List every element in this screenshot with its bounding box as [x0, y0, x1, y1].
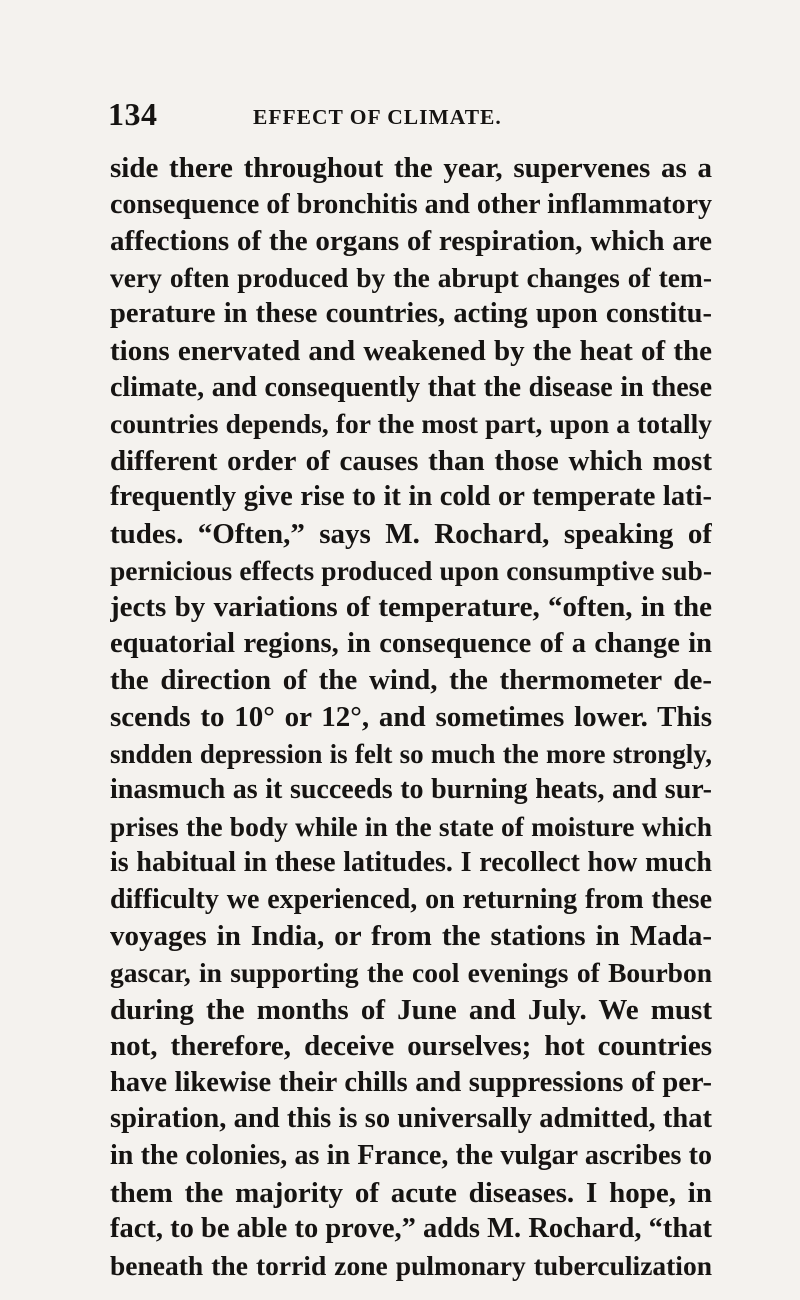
text-line: side there throughout the year, supervenes as a	[110, 152, 712, 184]
text-line: pernicious effects produced upon consumptive sub-	[110, 554, 712, 586]
text-line: during the months of June and July. We must	[110, 993, 712, 1026]
text-line: sndden depression is felt so much the more strongly,	[110, 738, 712, 769]
text-line: tions enervated and weakened by the heat of the	[110, 334, 712, 367]
text-line: scends to 10° or 12°, and sometimes lower. This	[110, 700, 712, 733]
text-line: not, therefore, deceive ourselves; hot countries	[110, 1030, 712, 1063]
text-line: tudes. “Often,” says M. Rochard, speaking of	[110, 517, 712, 550]
text-line: equatorial regions, in consequence of a change in	[110, 627, 712, 659]
text-line: beneath the torrid zone pulmonary tuberculization	[110, 1249, 712, 1281]
text-line: have likewise their chills and suppressions of per-	[110, 1066, 712, 1098]
text-line: is habitual in these latitudes. I recollect how much	[110, 847, 712, 879]
text-line: perature in these countries, acting upon constitu-	[110, 298, 712, 330]
text-line: prises the body while in the state of moisture which	[110, 810, 712, 842]
body-text	[110, 150, 712, 1284]
text-line: them the majority of acute diseases. I hope, in	[110, 1176, 712, 1209]
text-line: affections of the organs of respiration, which are	[110, 225, 712, 258]
text-line: jects by variations of temperature, “often, in the	[110, 591, 712, 624]
text-line: gascar, in supporting the cool evenings of Bourbon	[110, 957, 712, 989]
text-line: in the colonies, as in France, the vulgar ascribes to	[110, 1140, 712, 1172]
text-line: countries depends, for the most part, upon a totally	[110, 408, 712, 440]
running-head	[108, 96, 708, 140]
text-line: different order of causes than those which most	[110, 444, 712, 477]
page-number: 134	[108, 96, 158, 132]
text-line: frequently give rise to it in cold or temperate lati-	[110, 481, 712, 513]
text-line: consequence of bronchitis and other inflammatory	[110, 188, 712, 220]
running-title: EFFECT OF CLIMATE.	[253, 105, 502, 129]
text-line: climate, and consequently that the disease in these	[110, 371, 712, 403]
text-line: fact, to be able to prove,” adds M. Rochard, “that	[110, 1213, 712, 1245]
text-line: the direction of the wind, the thermometer de-	[110, 664, 712, 697]
text-line: voyages in India, or from the stations in Mada-	[110, 920, 712, 953]
text-line: difficulty we experienced, on returning from these	[110, 883, 712, 915]
text-line: spiration, and this is so universally admitted, that	[110, 1103, 712, 1135]
text-line: very often produced by the abrupt changes of tem-	[110, 261, 712, 293]
text-line: inasmuch as it succeeds to burning heats, and sur-	[110, 774, 712, 806]
